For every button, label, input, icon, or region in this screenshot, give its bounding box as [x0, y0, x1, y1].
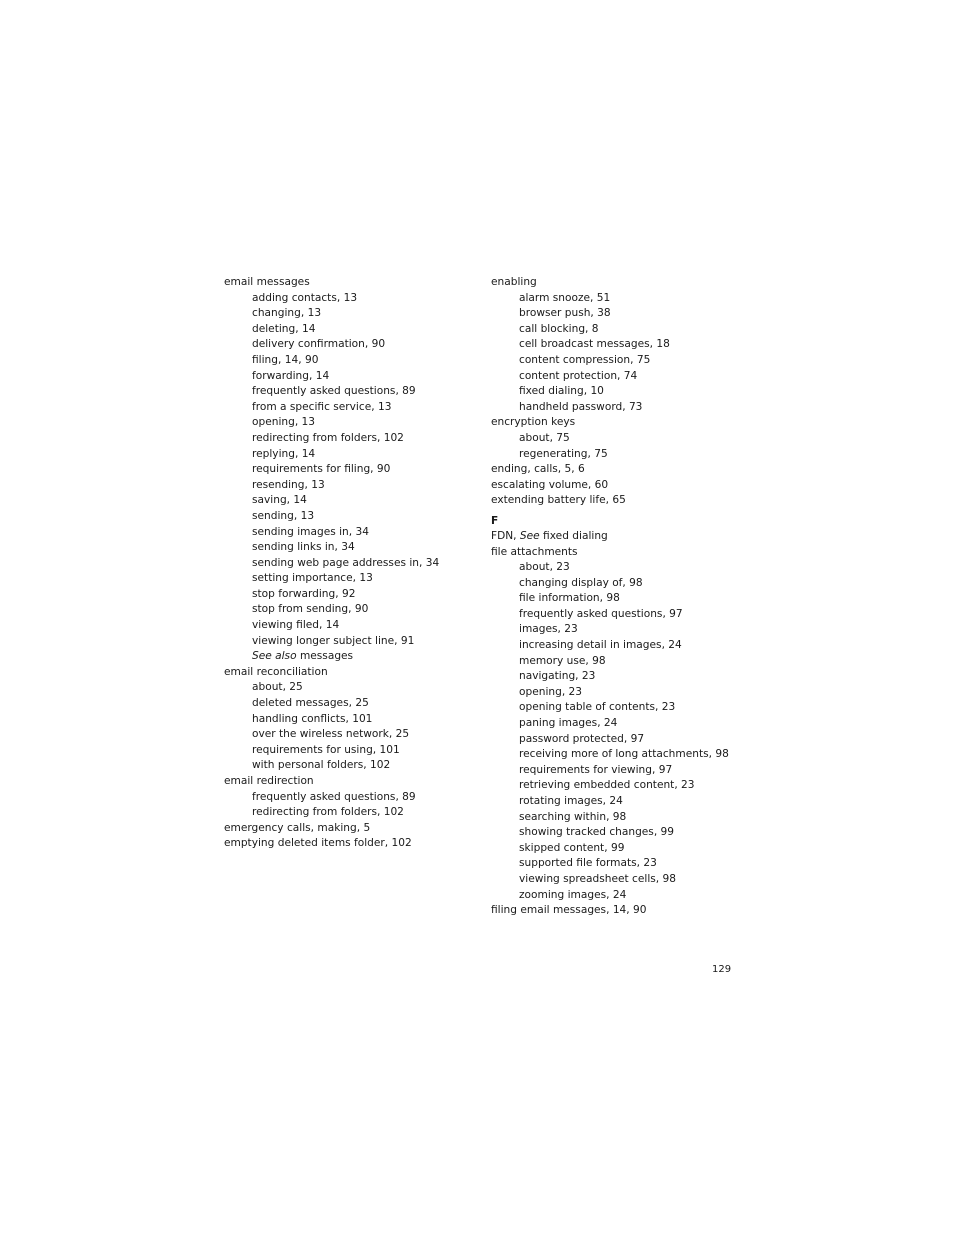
index-subentry: redirecting from folders, 102 [252, 431, 404, 444]
index-entry: email messages [224, 276, 310, 288]
index-subentry: setting importance, 13 [252, 572, 373, 585]
index-subentry: resending, 13 [252, 478, 325, 491]
index-subentry: frequently asked questions, 97 [519, 607, 683, 620]
index-subentry: stop from sending, 90 [252, 603, 369, 616]
index-entry: email reconciliation [224, 665, 328, 678]
index-subentry: delivery confirmation, 90 [252, 338, 386, 351]
index-subentry: about, 75 [519, 431, 570, 444]
index-subentry: opening table of contents, 23 [519, 701, 676, 714]
index-letter-heading: F [491, 514, 499, 527]
index-subentry: frequently asked questions, 89 [252, 790, 416, 803]
index-subentry: requirements for using, 101 [252, 743, 400, 756]
index-subentry: viewing longer subject line, 91 [252, 634, 415, 647]
index-subentry: from a specific service, 13 [252, 400, 392, 413]
index-subentry: opening, 13 [252, 416, 316, 429]
index-subentry: deleted messages, 25 [252, 697, 369, 710]
index-subentry: call blocking, 8 [519, 322, 599, 335]
index-entry: FDN, See fixed dialing [491, 529, 608, 542]
index-subentry: handling conflicts, 101 [252, 712, 373, 725]
index-subentry: zooming images, 24 [519, 888, 627, 901]
index-entry: filing email messages, 14, 90 [491, 904, 647, 917]
index-subentry: increasing detail in images, 24 [519, 639, 682, 652]
index-subentry: sending web page addresses in, 34 [252, 556, 440, 569]
page-number: 129 [712, 964, 732, 975]
index-subentry: alarm snooze, 51 [519, 291, 611, 304]
index-subentry: supported file formats, 23 [519, 857, 657, 870]
index-entry: escalating volume, 60 [491, 478, 609, 491]
index-subentry: changing, 13 [252, 307, 322, 320]
index-subentry: content compression, 75 [519, 353, 651, 366]
index-subentry: saving, 14 [252, 494, 307, 507]
index-subentry: with personal folders, 102 [252, 759, 391, 772]
index-subentry: sending links in, 34 [252, 541, 355, 554]
index-subentry: opening, 23 [519, 685, 583, 698]
index-subentry: browser push, 38 [519, 307, 611, 320]
index-subentry: about, 23 [519, 561, 570, 574]
index-subentry: frequently asked questions, 89 [252, 385, 416, 398]
index-subentry: navigating, 23 [519, 670, 596, 683]
index-subentry: requirements for filing, 90 [252, 463, 391, 476]
index-subentry: rotating images, 24 [519, 795, 623, 807]
index-subentry: images, 23 [519, 623, 578, 636]
index-subentry: regenerating, 75 [519, 447, 608, 460]
index-subentry: paning images, 24 [519, 717, 618, 730]
index-entry: extending battery life, 65 [491, 494, 626, 507]
index-subentry: skipped content, 99 [519, 841, 625, 854]
index-subentry: adding contacts, 13 [252, 291, 358, 304]
index-entry: email redirection [224, 775, 314, 787]
index-subentry: forwarding, 14 [252, 369, 330, 382]
index-subentry: viewing filed, 14 [252, 619, 340, 632]
index-subentry: memory use, 98 [519, 654, 606, 667]
index-subentry: showing tracked changes, 99 [519, 826, 675, 839]
index-subentry: filing, 14, 90 [252, 353, 319, 366]
index-column-left [224, 275, 474, 852]
index-entry: emptying deleted items folder, 102 [224, 837, 412, 850]
index-subentry: requirements for viewing, 97 [519, 763, 673, 776]
index-subentry: changing display of, 98 [519, 576, 643, 589]
index-subentry: content protection, 74 [519, 369, 638, 382]
index-subentry: fixed dialing, 10 [519, 385, 604, 398]
index-subentry: file information, 98 [519, 592, 620, 605]
index-subentry: redirecting from folders, 102 [252, 806, 404, 819]
index-subentry: over the wireless network, 25 [252, 728, 410, 741]
index-subentry: replying, 14 [252, 447, 316, 460]
index-subentry: password protected, 97 [519, 732, 645, 745]
index-subentry: receiving more of long attachments, 98 [519, 748, 729, 761]
index-column-right [491, 275, 741, 919]
index-subentry: See also messages [252, 650, 354, 663]
index-subentry: retrieving embedded content, 23 [519, 779, 695, 792]
index-subentry: searching within, 98 [519, 810, 627, 823]
index-subentry: handheld password, 73 [519, 400, 643, 413]
index-subentry: about, 25 [252, 681, 303, 694]
index-subentry: stop forwarding, 92 [252, 587, 356, 600]
index-subentry: sending, 13 [252, 509, 315, 522]
index-entry: emergency calls, making, 5 [224, 821, 371, 834]
index-subentry: deleting, 14 [252, 322, 316, 335]
index-entry: enabling [491, 276, 537, 288]
index-subentry: cell broadcast messages, 18 [519, 338, 670, 351]
index-subentry: sending images in, 34 [252, 525, 369, 538]
index-entry: encryption keys [491, 416, 576, 429]
index-subentry: viewing spreadsheet cells, 98 [519, 872, 676, 885]
index-entry: ending, calls, 5, 6 [491, 463, 585, 476]
index-entry: file attachments [491, 545, 578, 558]
